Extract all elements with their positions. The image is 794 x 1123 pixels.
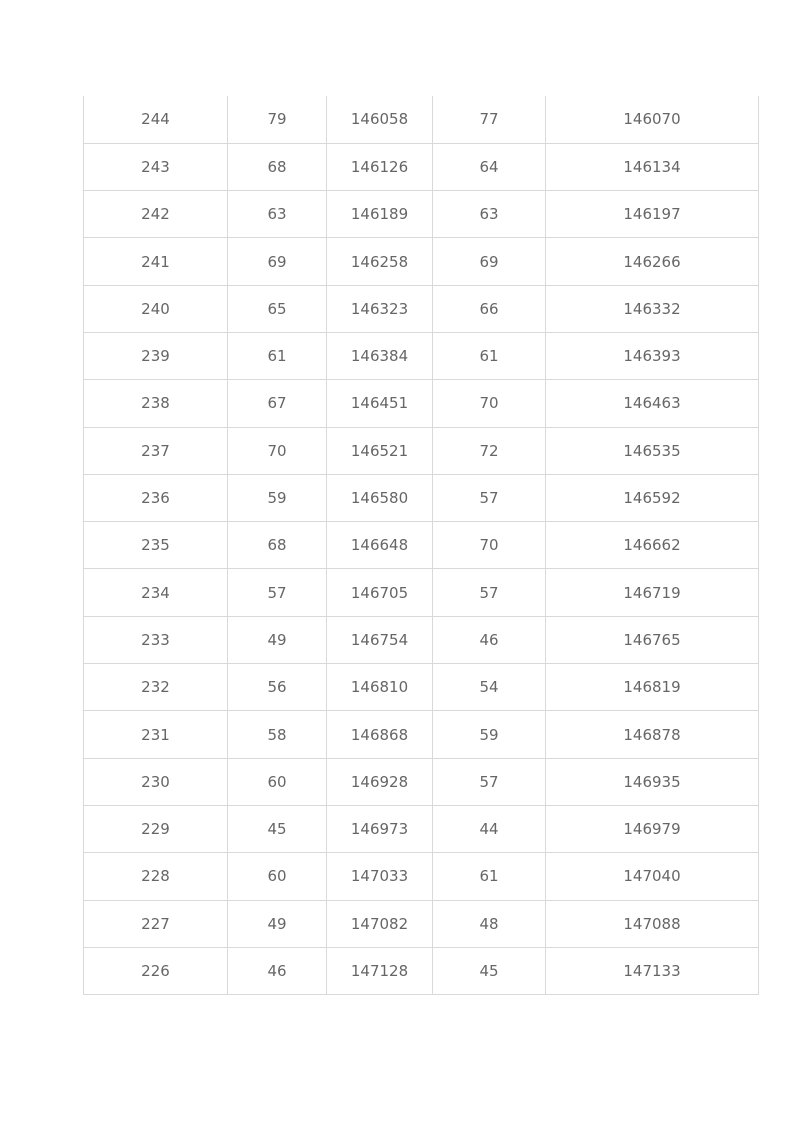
table-cell-count-b: 64 (433, 143, 546, 190)
table-cell-score: 239 (84, 332, 228, 379)
table-cell-cumulative-b: 146935 (546, 758, 759, 805)
table-cell-cumulative: 146580 (327, 474, 433, 521)
table-cell-score: 232 (84, 664, 228, 711)
table-cell-count-b: 59 (433, 711, 546, 758)
table-cell-count-b: 44 (433, 805, 546, 852)
table-cell-count: 70 (228, 427, 327, 474)
table-cell-score: 226 (84, 947, 228, 994)
table-cell-score: 240 (84, 285, 228, 332)
table-body (84, 96, 759, 995)
table-cell-count: 60 (228, 853, 327, 900)
table-cell-score: 238 (84, 380, 228, 427)
table-cell-count-b: 70 (433, 380, 546, 427)
table-cell-count-b: 69 (433, 238, 546, 285)
table-cell-cumulative-b: 146592 (546, 474, 759, 521)
table-cell-count: 46 (228, 947, 327, 994)
table-cell-score: 230 (84, 758, 228, 805)
table-row (84, 427, 759, 474)
table-cell-cumulative: 147128 (327, 947, 433, 994)
table-cell-count-b: 70 (433, 522, 546, 569)
table-cell-score: 234 (84, 569, 228, 616)
table-cell-count: 68 (228, 143, 327, 190)
table-row (84, 285, 759, 332)
table-cell-count: 67 (228, 380, 327, 427)
table-cell-score: 244 (84, 96, 228, 143)
table-cell-count-b: 48 (433, 900, 546, 947)
table-cell-cumulative: 147082 (327, 900, 433, 947)
table-cell-score: 243 (84, 143, 228, 190)
table-row (84, 238, 759, 285)
table-cell-cumulative-b: 146266 (546, 238, 759, 285)
table-cell-cumulative: 146928 (327, 758, 433, 805)
table-cell-cumulative: 146868 (327, 711, 433, 758)
table-cell-count-b: 63 (433, 191, 546, 238)
table-cell-count: 58 (228, 711, 327, 758)
table-cell-cumulative-b: 147040 (546, 853, 759, 900)
table-cell-count-b: 57 (433, 758, 546, 805)
table-row (84, 616, 759, 663)
table-cell-count: 63 (228, 191, 327, 238)
table-cell-count: 49 (228, 900, 327, 947)
table-cell-cumulative: 146973 (327, 805, 433, 852)
table-cell-cumulative: 146323 (327, 285, 433, 332)
table-cell-cumulative: 146810 (327, 664, 433, 711)
table-cell-cumulative: 146058 (327, 96, 433, 143)
table-cell-cumulative: 146521 (327, 427, 433, 474)
table-cell-cumulative-b: 146535 (546, 427, 759, 474)
table-cell-cumulative: 146705 (327, 569, 433, 616)
table-cell-count-b: 61 (433, 853, 546, 900)
table-cell-cumulative-b: 146070 (546, 96, 759, 143)
table-row (84, 96, 759, 143)
table-cell-cumulative-b: 146197 (546, 191, 759, 238)
table-cell-count-b: 77 (433, 96, 546, 143)
table-cell-cumulative-b: 146979 (546, 805, 759, 852)
table-cell-cumulative-b: 146878 (546, 711, 759, 758)
table-cell-cumulative: 146754 (327, 616, 433, 663)
table-row (84, 947, 759, 994)
table-row (84, 380, 759, 427)
table-cell-count: 45 (228, 805, 327, 852)
table-cell-cumulative-b: 146463 (546, 380, 759, 427)
score-table (83, 96, 759, 995)
table-cell-count-b: 66 (433, 285, 546, 332)
table-cell-cumulative: 146451 (327, 380, 433, 427)
table-row (84, 143, 759, 190)
table-cell-count: 68 (228, 522, 327, 569)
table-cell-cumulative-b: 146662 (546, 522, 759, 569)
table-row (84, 569, 759, 616)
table-cell-cumulative-b: 147088 (546, 900, 759, 947)
table-cell-count: 56 (228, 664, 327, 711)
table-row (84, 332, 759, 379)
table-row (84, 711, 759, 758)
table-row (84, 664, 759, 711)
table-cell-cumulative: 146384 (327, 332, 433, 379)
table-cell-score: 236 (84, 474, 228, 521)
table-cell-count: 65 (228, 285, 327, 332)
table-cell-count: 60 (228, 758, 327, 805)
table-cell-cumulative: 146189 (327, 191, 433, 238)
table-cell-score: 241 (84, 238, 228, 285)
table-cell-cumulative-b: 146819 (546, 664, 759, 711)
table-cell-score: 233 (84, 616, 228, 663)
table-cell-cumulative: 146258 (327, 238, 433, 285)
table-cell-count: 59 (228, 474, 327, 521)
table-row (84, 474, 759, 521)
table-cell-cumulative: 147033 (327, 853, 433, 900)
table-cell-count-b: 57 (433, 474, 546, 521)
table-cell-count: 57 (228, 569, 327, 616)
table-cell-score: 235 (84, 522, 228, 569)
table-cell-count-b: 61 (433, 332, 546, 379)
table-cell-cumulative-b: 146393 (546, 332, 759, 379)
table-row (84, 900, 759, 947)
table-cell-score: 228 (84, 853, 228, 900)
table-row (84, 853, 759, 900)
table-cell-count-b: 46 (433, 616, 546, 663)
table-cell-count: 79 (228, 96, 327, 143)
table-cell-cumulative: 146126 (327, 143, 433, 190)
table-cell-count: 49 (228, 616, 327, 663)
table-cell-count-b: 45 (433, 947, 546, 994)
table-cell-cumulative: 146648 (327, 522, 433, 569)
table-cell-cumulative-b: 146765 (546, 616, 759, 663)
table-row (84, 758, 759, 805)
table-cell-count: 69 (228, 238, 327, 285)
table-cell-cumulative-b: 147133 (546, 947, 759, 994)
table-cell-count-b: 57 (433, 569, 546, 616)
table-row (84, 191, 759, 238)
table-cell-cumulative-b: 146134 (546, 143, 759, 190)
table-cell-score: 229 (84, 805, 228, 852)
table-cell-count-b: 72 (433, 427, 546, 474)
table-row (84, 522, 759, 569)
table-cell-count: 61 (228, 332, 327, 379)
table-cell-score: 227 (84, 900, 228, 947)
table-cell-cumulative-b: 146332 (546, 285, 759, 332)
table-cell-score: 242 (84, 191, 228, 238)
table-cell-count-b: 54 (433, 664, 546, 711)
table-row (84, 805, 759, 852)
table-cell-score: 237 (84, 427, 228, 474)
table-cell-score: 231 (84, 711, 228, 758)
table-cell-cumulative-b: 146719 (546, 569, 759, 616)
